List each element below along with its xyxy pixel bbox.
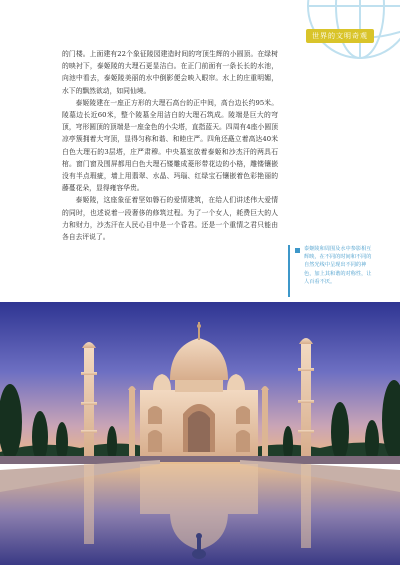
caption-bullet-icon [295, 248, 300, 253]
photo-caption [288, 245, 374, 297]
caption-box [288, 245, 374, 297]
article-paragraph: 的门楼。上面建有22个象征陵园建造时间的穹顶生辉的小圆顶。在绿树的映衬下，泰姬陵的大理石更显洁白。在正门前面有一条长长的水池，向池中看去，泰姬陵美丽的水中倒影便会映入眼帘。水上的庄重明媚，水下的飘然欲动，如同仙境。 [62, 50, 278, 95]
article-paragraph: 泰姬陵建在一座正方形的大理石高台的正中间，高台边长约95米。陵墓边长近60米，整个陵墓全用洁白的大理石筑成。陵端是巨大的穹顶，穹形圆顶的顶端是一座金色的小尖塔，直指蓝天。四周有4座小圆顶凉亭簇拥着大穹顶，显得匀称和谐、和睦庄严。四角还矗立着高达40米白色大理石的3层塔，庄严肃穆。中央墓室放着泰姬和沙杰汗的两具石棺。窗门窗及围屏都用白色大理石镂雕成菱形带花边的小格，雕镂镶嵌没有半点瑕疵，墙上用翡翠、水晶、玛瑙、红绿宝石镶嵌着色彩艳丽的藤蔓花朵，显得雍容华贵。 [62, 98, 278, 193]
article-body [62, 48, 278, 243]
section-badge: 世界的文明奇观 [306, 29, 374, 43]
taj-mahal-photo [0, 302, 400, 565]
article-paragraph: 泰姬陵，这座象征着坚如磐石的爱情建筑，在给人们讲述伟大爱情的同时，也述说着一段奢侈的修筑过程。为了一个女人，耗费巨大的人力和财力，沙杰汗在人民心目中是一个昏君。还是一个重情之君只能由各自去评说了。 [62, 196, 278, 242]
caption-text: 泰姬陵和周围及水中参影相互辉映，在不同的时间和不同的自然光线中呈现出不同的神色，加上其和谐的对称性，让人百看不厌。 [304, 246, 372, 285]
